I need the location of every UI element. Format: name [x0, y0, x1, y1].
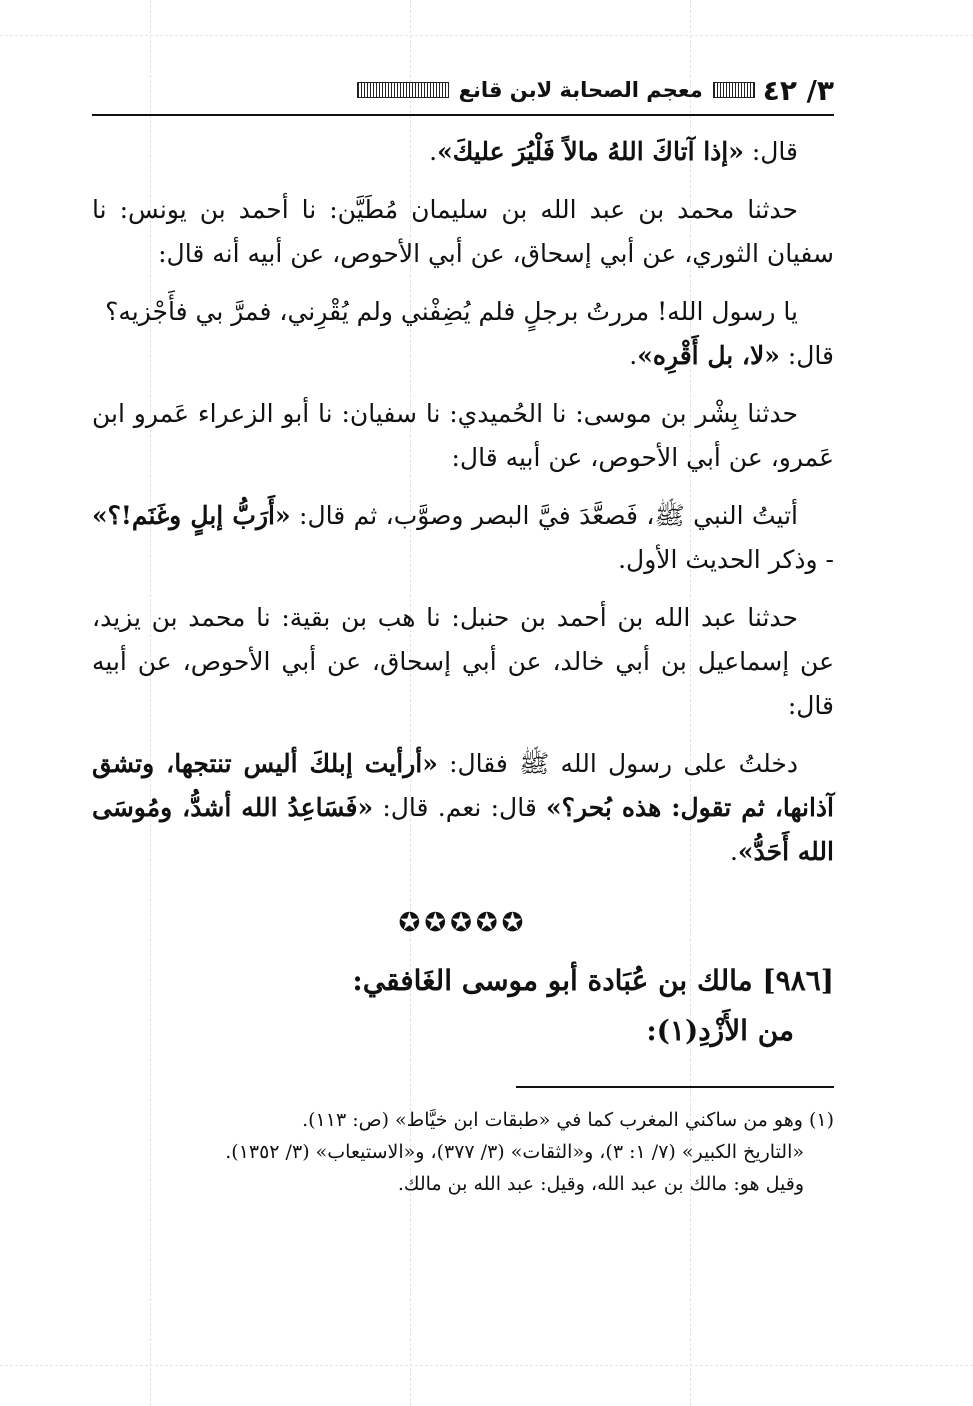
hadith-paragraph [92, 290, 834, 378]
section-separator: ✪✪✪✪✪ [398, 908, 528, 938]
prophetic-quote: «فَسَاعِدُ الله أشدُّ، ومُوسَى الله أَحَدُّ» [92, 793, 834, 866]
prophetic-quote: «أَرَبُّ إبلٍ وغَنَم!؟» [92, 501, 291, 530]
isnad-paragraph: حدثنا بِشْر بن موسى: نا الحُميدي: نا سفيان: نا أبو الزعراء عَمرو ابن عَمرو، عن أبي الأحوص، عن أبيه قال: [92, 399, 834, 472]
header-ornament-bar [357, 82, 449, 98]
prophetic-quote: «أرأيت إبلكَ أليس تنتجها، وتشق آذانها، ثم تقول: هذه بُحر؟» [92, 749, 835, 822]
isnad-paragraph: حدثنا عبد الله بن أحمد بن حنبل: نا هب بن بقية: نا محمد بن يزيد، عن إسماعيل بن أبي خالد، عن أبي إسحاق، عن أبي الأحوص، عن أبيه قال: [92, 603, 834, 720]
punctuation: . [629, 341, 638, 370]
footnote-line: وقيل هو: مالك بن عبد الله، وقيل: عبد الله بن مالك. [397, 1173, 804, 1195]
book-page [92, 70, 834, 1200]
hadith-paragraph [92, 130, 834, 174]
footnote-divider [516, 1086, 834, 1088]
punctuation: . [429, 137, 438, 166]
scan-guide-line [0, 1365, 973, 1366]
prophetic-quote: «لا، بل أَقْرِه» [637, 341, 780, 370]
footnote-line: «التاريخ الكبير» (٧/ ١: ٣)، و«الثقات» (٣/ ٣٧٧)، و«الاستيعاب» (٣/ ١٣٥٢). [225, 1141, 804, 1163]
prophetic-quote: «إذا آتاكَ اللهُ مالاً فَلْيُرَ عليكَ» [437, 137, 744, 166]
hadith-paragraph [92, 742, 834, 874]
running-title: معجم الصحابة لابن قانع [458, 78, 703, 102]
narration-text: - وذكر الحديث الأول. [618, 545, 834, 574]
page-header [92, 70, 834, 116]
page-number: ٣/ ٤٢ [762, 73, 834, 107]
entry-heading: [٩٨٦] مالك بن عُبَادة أبو موسى الغَافقي: [352, 964, 834, 997]
punctuation: . [729, 837, 738, 866]
narration-text: قال: نعم. قال: [373, 793, 547, 822]
scan-guide-line [0, 35, 973, 36]
question-text: يا رسول الله! مررتُ برجلٍ فلم يُضِفْني ولم يُقْرِني، فمرَّ بي فأَجْزيه؟ [105, 297, 798, 326]
entry-subheading: من الأَزْدِ(١): [646, 1014, 794, 1047]
narration-text: دخلتُ على رسول الله ﷺ فقال: [437, 749, 798, 778]
quote-intro: قال: [743, 137, 798, 166]
hadith-paragraph [92, 494, 834, 582]
quote-intro: قال: [779, 341, 834, 370]
isnad-paragraph: حدثنا محمد بن عبد الله بن سليمان مُطَيَّن: نا أحمد بن يونس: نا سفيان الثوري، عن أبي إسحاق، عن أبي الأحوص، عن أبيه أنه قال: [92, 195, 834, 268]
header-ornament-bar [713, 82, 755, 98]
footnote-line: (١) وهو من ساكني المغرب كما في «طبقات ابن خيَّاط» (ص: ١١٣). [302, 1109, 834, 1131]
narration-text: أتيتُ النبي ﷺ، فَصعَّدَ فيَّ البصر وصوَّب، ثم قال: [290, 501, 798, 530]
